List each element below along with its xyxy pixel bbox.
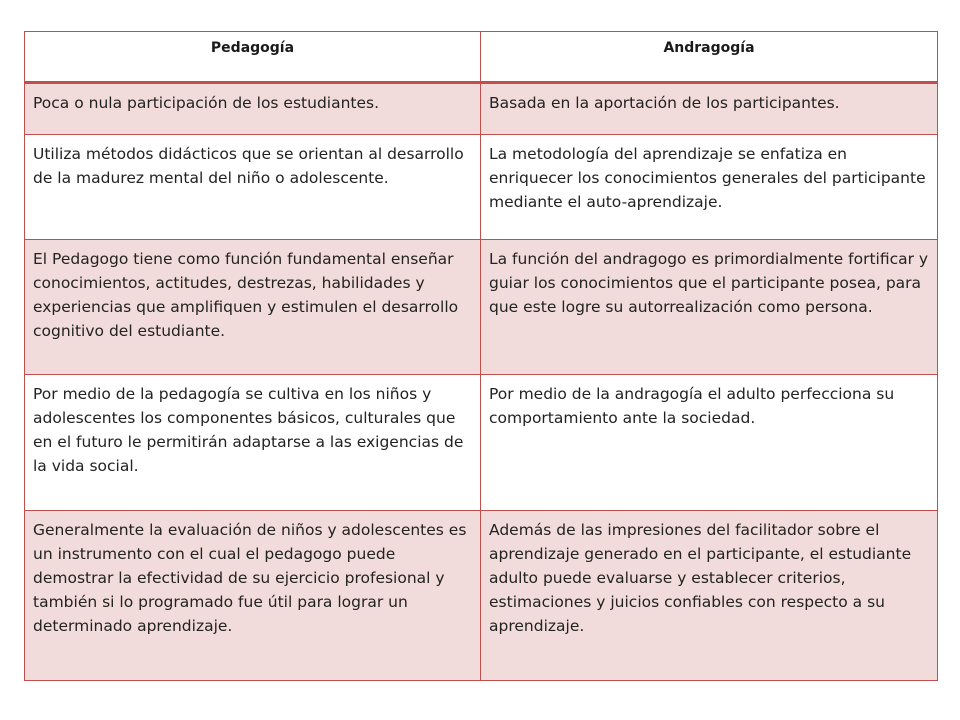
cell-pedagogia: Poca o nula participación de los estudiantes. [25,83,481,135]
cell-andragogia: La metodología del aprendizaje se enfatiza en enriquecer los conocimientos generales del participante mediante el auto-aprendizaje. [481,135,938,240]
cell-andragogia: Además de las impresiones del facilitador sobre el aprendizaje generado en el participante, el estudiante adulto puede evaluarse y establecer criterios, estimaciones y juicios confiables con respecto a su aprendizaje. [481,511,938,681]
cell-pedagogia: Utiliza métodos didácticos que se orientan al desarrollo de la madurez mental del niño o adolescente. [25,135,481,240]
cell-andragogia: Basada en la aportación de los participantes. [481,83,938,135]
header-andragogia: Andragogía [481,32,938,83]
header-pedagogia: Pedagogía [25,32,481,83]
table-row [25,375,938,511]
table-header-row [25,32,938,83]
table-row [25,135,938,240]
cell-andragogia: La función del andragogo es primordialmente fortificar y guiar los conocimientos que el participante posea, para que este logre su autorrealización como persona. [481,240,938,375]
table-row [25,83,938,135]
table-row [25,240,938,375]
cell-pedagogia: Generalmente la evaluación de niños y adolescentes es un instrumento con el cual el pedagogo puede demostrar la efectividad de su ejercicio profesional y también si lo programado fue útil para lograr un determinado aprendizaje. [25,511,481,681]
cell-andragogia: Por medio de la andragogía el adulto perfecciona su comportamiento ante la sociedad. [481,375,938,511]
cell-pedagogia: El Pedagogo tiene como función fundamental enseñar conocimientos, actitudes, destrezas, habilidades y experiencias que amplifiquen y estimulen el desarrollo cognitivo del estudiante. [25,240,481,375]
comparison-table [24,31,938,681]
table-row [25,511,938,681]
cell-pedagogia: Por medio de la pedagogía se cultiva en los niños y adolescentes los componentes básicos, culturales que en el futuro le permitirán adaptarse a las exigencias de la vida social. [25,375,481,511]
